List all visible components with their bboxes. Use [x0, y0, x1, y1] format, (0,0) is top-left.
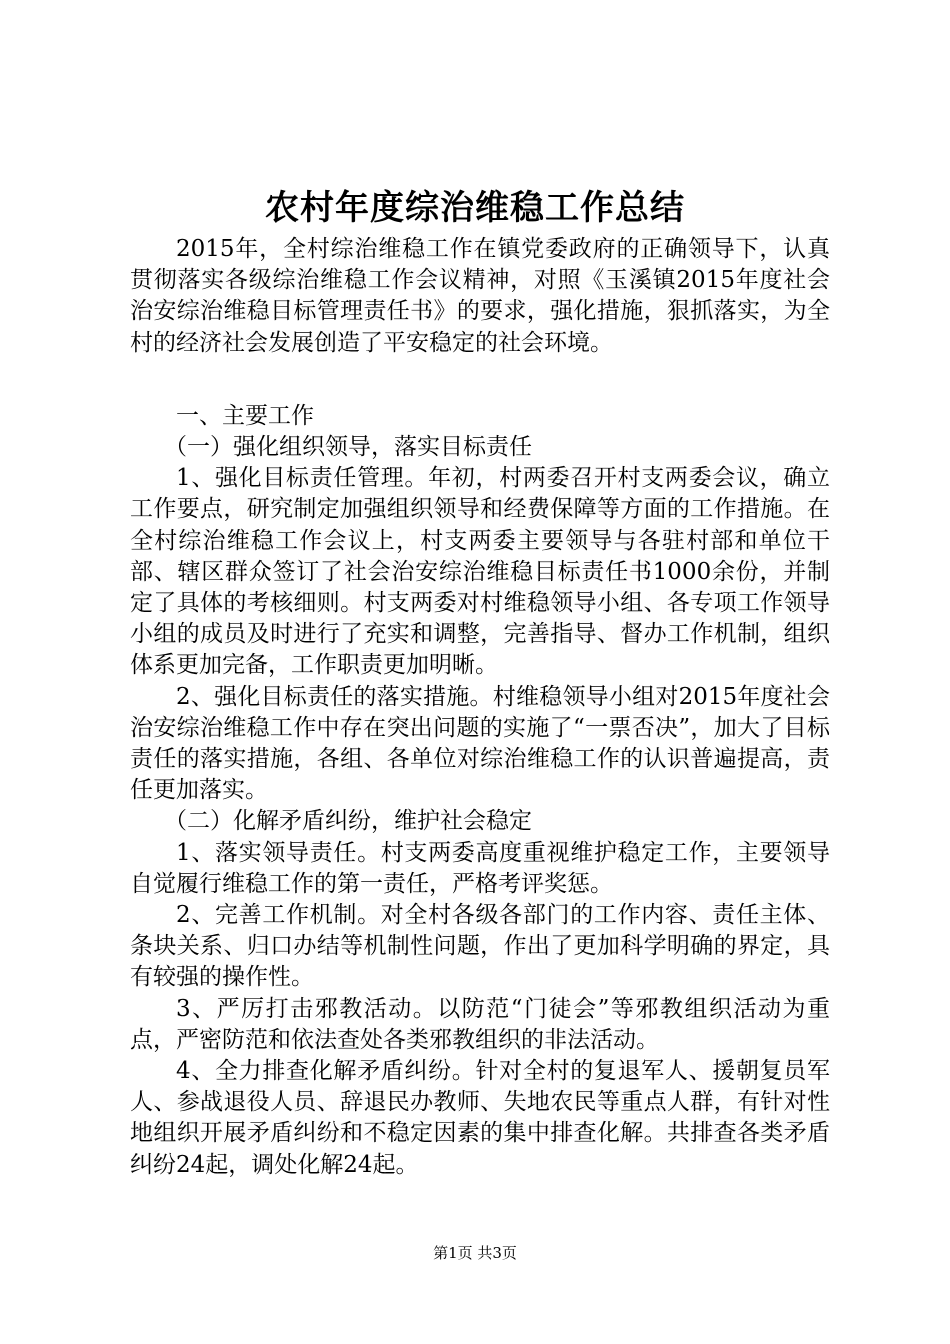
intro-paragraph: 2015年，全村综治维稳工作在镇党委政府的正确领导下，认真贯彻落实各级综治维稳工作会议精神，对照《玉溪镇2015年度社会治安综治维稳目标管理责任书》的要求，强化措施，狠抓落实，为全村的经济社会发展创造了平安稳定的社会环境。 [130, 236, 830, 356]
subsection-heading: （二）化解矛盾纠纷，维护社会稳定 [164, 808, 532, 835]
body-paragraph: 1、落实领导责任。村支两委高度重视维护稳定工作，主要领导自觉履行维稳工作的第一责任，严格考评奖惩。 [130, 839, 830, 897]
document-title: 农村年度综治维稳工作总结 [265, 188, 685, 228]
body-paragraph: 3、严厉打击邪教活动。以防范“门徒会”等邪教组织活动为重点，严密防范和依法查处各类邪教组织的非法活动。 [130, 995, 830, 1053]
subsection-heading: （一）强化组织领导，落实目标责任 [164, 434, 532, 461]
body-paragraph: 2、完善工作机制。对全村各级各部门的工作内容、责任主体、条块关系、归口办结等机制性问题，作出了更加科学明确的界定，具有较强的操作性。 [130, 902, 830, 991]
body-paragraph: 1、强化目标责任管理。年初，村两委召开村支两委会议，确立工作要点，研究制定加强组织领导和经费保障等方面的工作措施。在全村综治维稳工作会议上，村支两委主要领导与各驻村部和单位干部、辖区群众签订了社会治安综治维稳目标责任书1000余份，并制定了具体的考核细则。村支两委对村维稳领导小组、各专项工作领导小组的成员及时进行了充实和调整，完善指导、督办工作机制，组织体系更加完备，工作职责更加明晰。 [130, 465, 830, 679]
body-paragraph: 2、强化目标责任的落实措施。村维稳领导小组对2015年度社会治安综治维稳工作中存在突出问题的实施了“一票否决”，加大了目标责任的落实措施，各组、各单位对综治维稳工作的认识普遍提高，责任更加落实。 [130, 683, 830, 804]
section-heading: 一、主要工作 [176, 402, 314, 429]
page-footer: 第1页 共3页 [433, 1244, 517, 1262]
paragraph-spacer [130, 359, 830, 401]
document-body [130, 234, 830, 1181]
body-paragraph: 4、全力排查化解矛盾纠纷。针对全村的复退军人、援朝复员军人、参战退役人员、辞退民办教师、失地农民等重点人群，有针对性地组织开展矛盾纠纷和不稳定因素的集中排查化解。共排查各类矛盾纠纷24起，调处化解24起。 [130, 1058, 830, 1178]
